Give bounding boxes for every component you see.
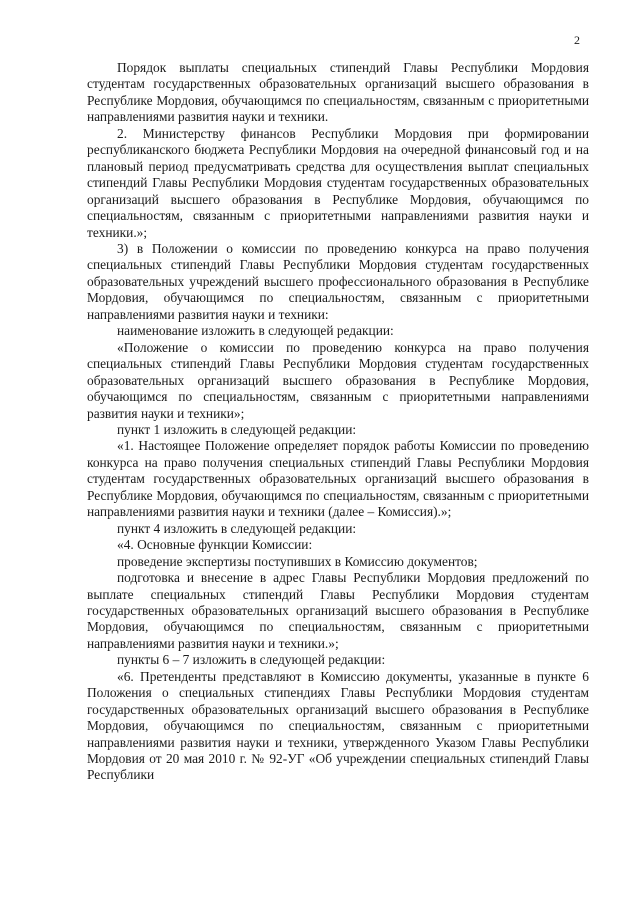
paragraph: «6. Претенденты представляют в Комиссию документы, указанные в пункте 6 Положения о специальных стипендиях Главы Республики Мордовия студентам государственных образовательных организаций высшего образования в Республике Мордовия, обучающимся по специальностям, связанным с приоритетными направлениями развития науки и техники, утвержденного Указом Главы Республики Мордовия от 20 мая 2010 г. № 92-УГ «Об учреждении специальных стипендий Главы Республики bbox=[87, 668, 589, 783]
paragraph: 3) в Положении о комиссии по проведению конкурса на право получения специальных стипендий Главы Республики Мордовия студентам государственных образовательных учреждений высшего профессионального образования в Республике Мордовия, обучающимся по специальностям, связанным с приоритетными направлениями развития науки и техники: bbox=[87, 240, 589, 322]
paragraph: проведение экспертизы поступивших в Комиссию документов; bbox=[117, 553, 478, 569]
paragraph: «1. Настоящее Положение определяет порядок работы Комиссии по проведению конкурса на право получения специальных стипендий Главы Республики Мордовия студентам государственных образовательных организаций высшего образования в Республике Мордовия, обучающимся по специальностям, связанным с приоритетными направлениями развития науки и техники (далее – Комиссия).»; bbox=[87, 438, 589, 520]
document-body bbox=[87, 60, 589, 784]
page-number: 2 bbox=[574, 33, 580, 47]
paragraph: пункты 6 – 7 изложить в следующей редакции: bbox=[117, 652, 386, 668]
paragraph: 2. Министерству финансов Республики Мордовия при формировании республиканского бюджета Республики Мордовия на очередной финансовый год и на плановый период предусматривать средства для осуществления выплат специальных стипендий Главы Республики Мордовия студентам государственных образовательных организаций высшего образования в Республике Мордовия, обучающимся по специальностям, связанным с приоритетными направлениями развития науки и техники.»; bbox=[87, 125, 589, 240]
paragraph: пункт 4 изложить в следующей редакции: bbox=[117, 520, 357, 536]
paragraph: Порядок выплаты специальных стипендий Главы Республики Мордовия студентам государственных образовательных организаций высшего образования в Республике Мордовия, обучающимся по специальностям, связанным с приоритетными направлениями развития науки и техники. bbox=[87, 60, 589, 125]
paragraph: пункт 1 изложить в следующей редакции: bbox=[117, 421, 357, 437]
paragraph: наименование изложить в следующей редакции: bbox=[117, 323, 394, 339]
paragraph: подготовка и внесение в адрес Главы Республики Мордовия предложений по выплате специальных стипендий Главы Республики Мордовия студентам государственных образовательных организаций высшего образования в Республике Мордовия, обучающимся по специальностям, связанным с приоритетными направлениями развития науки и техники.»; bbox=[87, 570, 589, 651]
paragraph: «Положение о комиссии по проведению конкурса на право получения специальных стипендий Главы Республики Мордовия студентам государственных образовательных организаций высшего образования в Республике Мордовия, обучающимся по специальностям, связанным с приоритетными направлениями развития науки и техники»; bbox=[87, 339, 589, 421]
paragraph: «4. Основные функции Комиссии: bbox=[117, 537, 313, 553]
